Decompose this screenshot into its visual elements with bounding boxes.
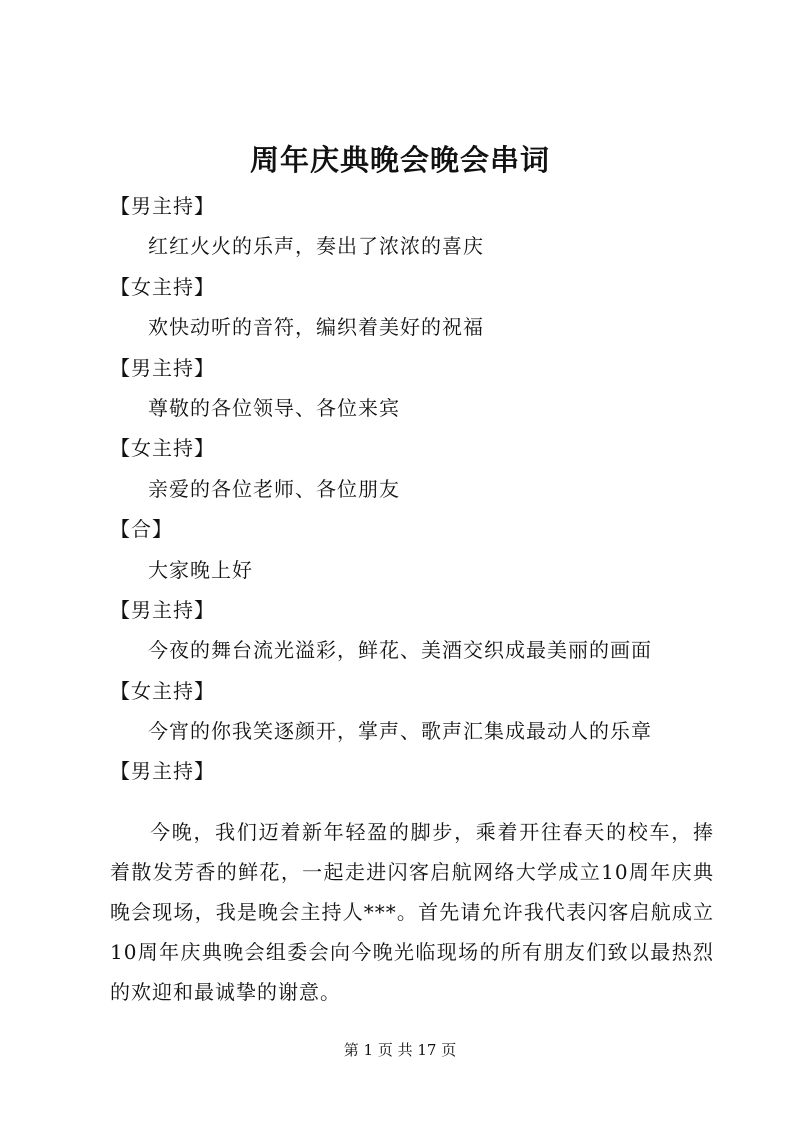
- script-line: 亲爱的各位老师、各位朋友: [148, 476, 400, 501]
- speaker-label: 【女主持】: [110, 678, 215, 703]
- script-lines: [110, 186, 710, 792]
- speaker-label: 【男主持】: [110, 355, 215, 380]
- script-line: 大家晚上好: [148, 557, 253, 582]
- body-paragraph: 今晚，我们迈着新年轻盈的脚步，乘着开往春天的校车，捧着散发芳香的鲜花，一起走进闪客启航网络大学成立10周年庆典晚会现场，我是晚会主持人***。首先请允许我代表闪客启航成立10周年庆典晚会组委会向今晚光临现场的所有朋友们致以最热烈的欢迎和最诚挚的谢意。: [110, 820, 714, 1004]
- speaker-label: 【女主持】: [110, 274, 215, 299]
- script-line: 欢快动听的音符，编织着美好的祝福: [148, 315, 484, 340]
- document-title: 周年庆典晚会晚会串词: [249, 143, 550, 177]
- speaker-label: 【男主持】: [110, 759, 215, 784]
- speaker-label: 【合】: [110, 517, 173, 542]
- speaker-label: 【女主持】: [110, 436, 215, 461]
- speaker-label: 【男主持】: [110, 597, 215, 622]
- script-line: 尊敬的各位领导、各位来宾: [148, 395, 400, 420]
- page-footer: 第 1 页 共 17 页: [343, 1041, 457, 1059]
- script-line: 今夜的舞台流光溢彩，鲜花、美酒交织成最美丽的画面: [148, 638, 652, 663]
- speaker-label: 【男主持】: [110, 194, 215, 218]
- script-line: 红红火火的乐声，奏出了浓浓的喜庆: [148, 234, 484, 259]
- script-line: 今宵的你我笑逐颜开，掌声、歌声汇集成最动人的乐章: [148, 719, 652, 744]
